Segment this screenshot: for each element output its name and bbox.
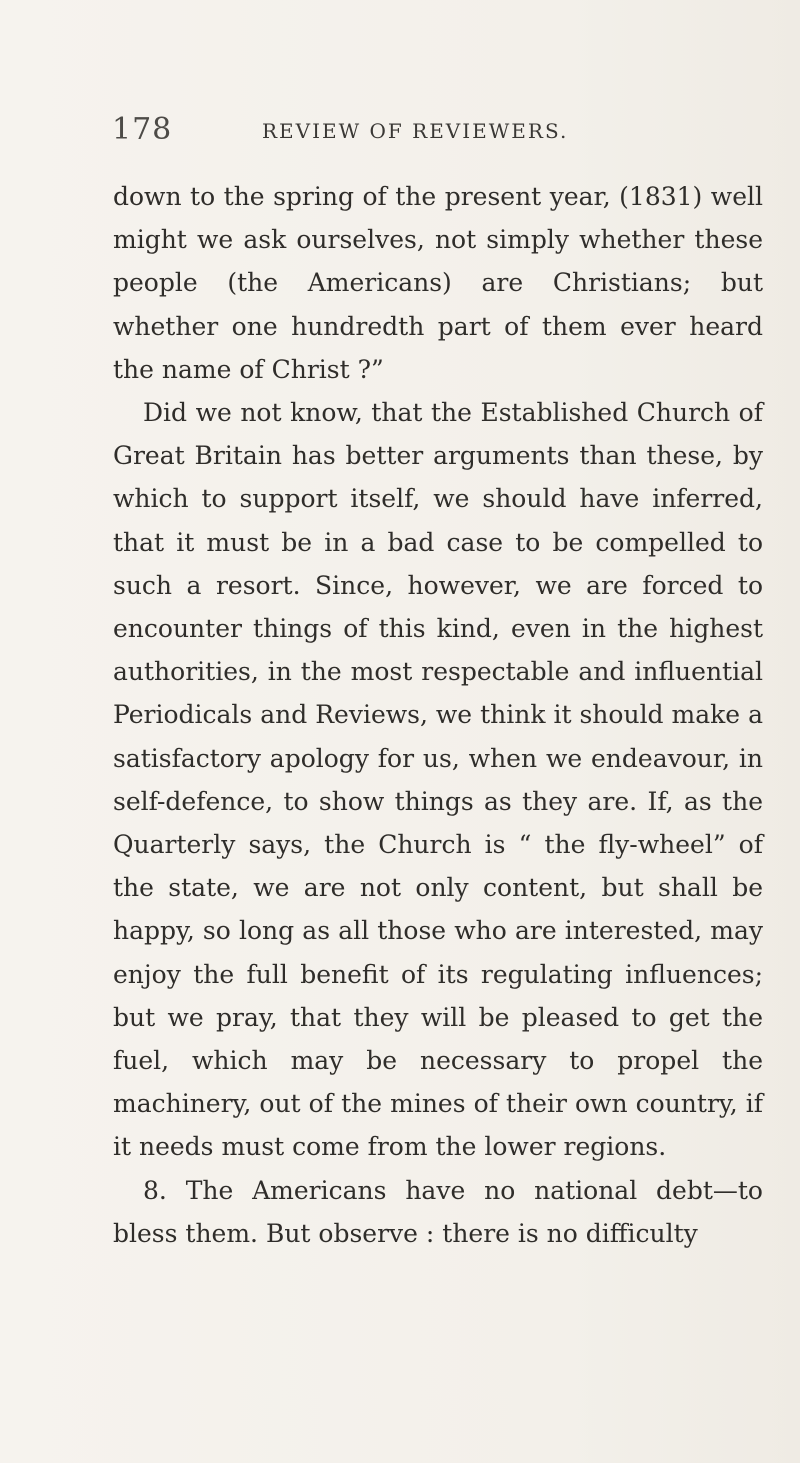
paragraph-2: Did we not know, that the Established Church of Great Britain has better arguments than these, by which to support itself, we should have inferred, that it must be in a bad case to be compelled to such a resort. Since, however, we are forced to encounter things of this kind, even in the highest authorities, in the most respectable and influential Periodicals and Reviews, we think it should make a satisfactory apology for us, when we endeavour, in self-defence, to show things as they are. If, as the Quarterly says, the Church is “ the fly-wheel” of the state, we are not only content, but shall be happy, so long as all those who are interested, may enjoy the full benefit of its regulating influences; but we pray, that they will be pleased to get the fuel, which may be necessary to propel the machinery, out of the mines of their own country, if it needs must come from the lower regions. <box>113 398 763 1162</box>
body-text <box>113 175 763 1255</box>
page-number: 178 <box>112 112 173 147</box>
page-header <box>112 112 800 152</box>
paragraph-3: 8. The Americans have no national debt—to bless them. But observe : there is no difficulty <box>113 1175 763 1248</box>
paragraph-1: down to the spring of the present year, (1831) well might we ask ourselves, not simply whether these people (the Americans) are Christians; but whether one hundredth part of them ever heard the name of Christ ?” <box>113 182 763 384</box>
running-head: REVIEW OF REVIEWERS. <box>262 119 569 143</box>
